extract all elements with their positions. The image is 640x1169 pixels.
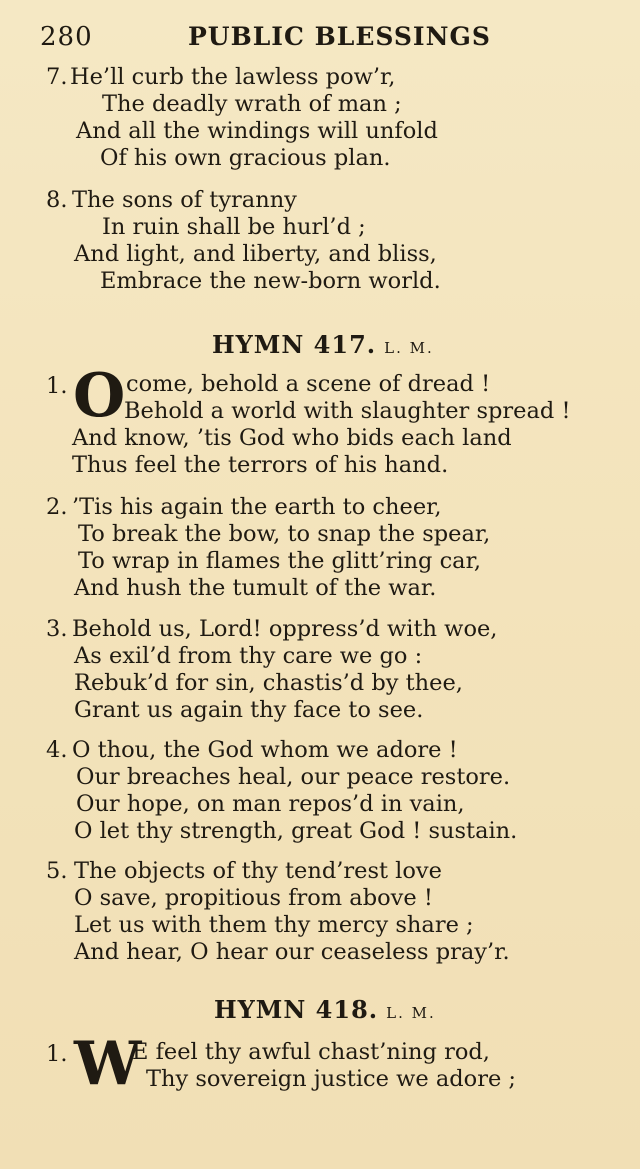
verse-line: And light, and liberty, and bliss, <box>74 241 437 267</box>
verse-line: The deadly wrath of man ; <box>102 91 402 117</box>
verse-line: Our hope, on man repos’d in vain, <box>76 791 465 817</box>
verse-line: And all the windings will unfold <box>76 118 438 144</box>
verse-line: E feel thy awful chast’ning rod, <box>132 1039 490 1065</box>
verse-line: And know, ’tis God who bids each land <box>72 425 512 451</box>
verse-line: To break the bow, to snap the spear, <box>78 521 491 547</box>
verse-line: To wrap in flames the glitt’ring car, <box>78 548 482 574</box>
verse-line: ’Tis his again the earth to cheer, <box>72 494 442 520</box>
verse-line: Let us with them thy mercy share ; <box>74 912 474 938</box>
hymn-number: HYMN 418. <box>214 995 379 1024</box>
verse-number: 4. <box>46 737 68 763</box>
verse-line: Grant us again thy face to see. <box>74 697 424 723</box>
verse-line: The sons of tyranny <box>72 187 297 213</box>
verse-line: He’ll curb the lawless pow’r, <box>70 64 396 90</box>
verse-line: Thy sovereign justice we adore ; <box>146 1066 517 1092</box>
verse-line: Behold a world with slaughter spread ! <box>124 398 571 424</box>
verse-line: Behold us, Lord! oppress’d with woe, <box>72 616 498 642</box>
verse-number: 8. <box>46 187 68 213</box>
verse-line: O let thy strength, great God ! sustain. <box>74 818 518 844</box>
hymn-meter: L. M. <box>384 339 434 357</box>
verse-line: Rebuk’d for sin, chastis’d by thee, <box>74 670 463 696</box>
verse-number: 7. <box>46 64 68 90</box>
verse-line: Embrace the new-born world. <box>100 268 441 294</box>
hymn-417-title <box>212 330 434 359</box>
verse-line: Of his own gracious plan. <box>100 145 391 171</box>
verse-number: 2. <box>46 494 68 520</box>
hymn-meter: L. M. <box>386 1004 436 1022</box>
verse-line: As exil’d from thy care we go : <box>74 643 423 669</box>
verse-line: And hush the tumult of the war. <box>74 575 437 601</box>
drop-cap: W <box>74 1029 142 1099</box>
verse-number: 5. <box>46 858 68 884</box>
verse-line: O save, propitious from above ! <box>74 885 433 911</box>
drop-cap: O <box>73 361 126 431</box>
verse-line: Thus feel the terrors of his hand. <box>72 452 449 478</box>
page-number: 280 <box>40 22 93 52</box>
verse-line: The objects of thy tend’rest love <box>74 858 442 884</box>
running-head: PUBLIC BLESSINGS <box>188 22 491 51</box>
verse-number: 3. <box>46 616 68 642</box>
verse-line: And hear, O hear our ceaseless pray’r. <box>74 939 510 965</box>
verse-line: Our breaches heal, our peace restore. <box>76 764 511 790</box>
verse-line: come, behold a scene of dread ! <box>126 371 491 397</box>
verse-line: In ruin shall be hurl’d ; <box>102 214 366 240</box>
hymn-418-title <box>214 995 436 1024</box>
hymn-number: HYMN 417. <box>212 330 377 359</box>
verse-line: O thou, the God whom we adore ! <box>72 737 458 763</box>
verse-number: 1. <box>46 1041 68 1067</box>
verse-number: 1. <box>46 373 68 399</box>
